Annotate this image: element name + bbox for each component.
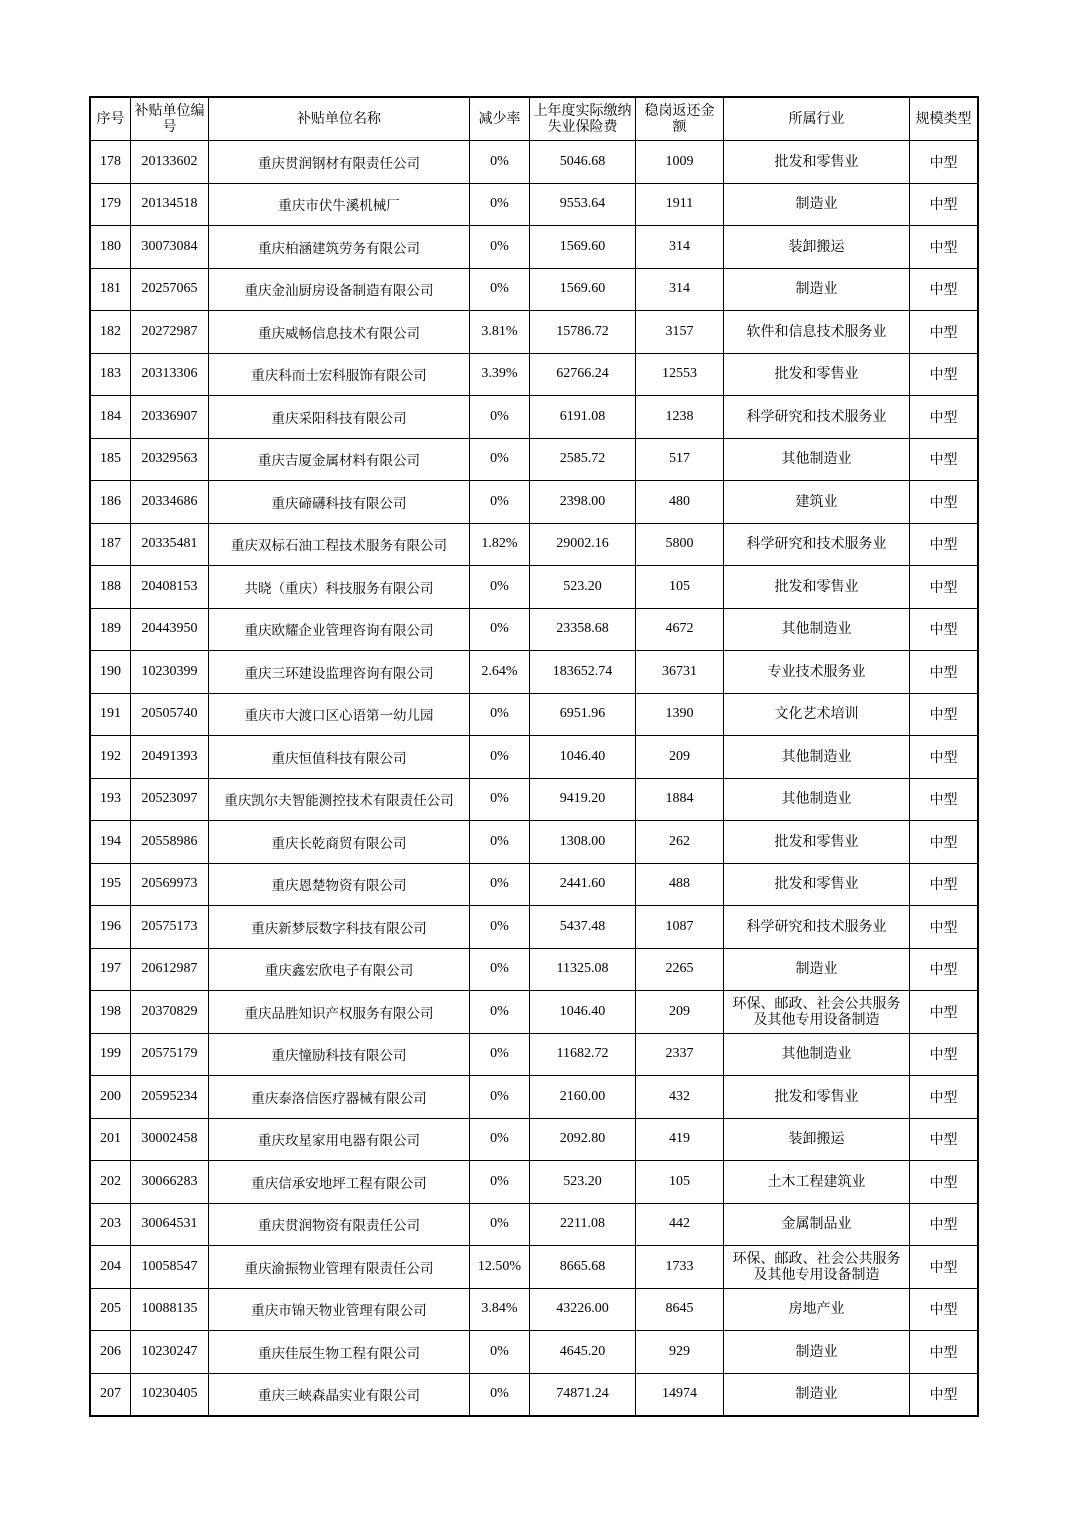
cell-industry: 装卸搬运 [724, 1118, 910, 1161]
cell-refund: 14974 [636, 1373, 724, 1416]
cell-industry: 环保、邮政、社会公共服务及其他专用设备制造 [724, 991, 910, 1034]
cell-code: 20335481 [131, 523, 209, 566]
cell-seq: 200 [91, 1076, 131, 1119]
cell-refund: 1884 [636, 778, 724, 821]
subsidy-table [90, 97, 978, 1416]
header-premium: 上年度实际缴纳失业保险费 [530, 98, 636, 141]
cell-premium: 11325.08 [530, 948, 636, 991]
cell-name: 共晓（重庆）科技服务有限公司 [209, 566, 470, 609]
cell-industry: 制造业 [724, 183, 910, 226]
cell-industry: 批发和零售业 [724, 1076, 910, 1119]
cell-code: 20336907 [131, 396, 209, 439]
cell-rate: 0% [470, 396, 530, 439]
cell-scale: 中型 [910, 906, 978, 949]
cell-rate: 0% [470, 1033, 530, 1076]
cell-code: 30002458 [131, 1118, 209, 1161]
cell-name: 重庆信承安地坪工程有限公司 [209, 1161, 470, 1204]
table-row [91, 736, 978, 779]
cell-code: 20558986 [131, 821, 209, 864]
cell-scale: 中型 [910, 311, 978, 354]
table-row [91, 1076, 978, 1119]
cell-seq: 192 [91, 736, 131, 779]
cell-seq: 179 [91, 183, 131, 226]
table-row [91, 906, 978, 949]
cell-scale: 中型 [910, 948, 978, 991]
cell-code: 20134518 [131, 183, 209, 226]
cell-code: 30064531 [131, 1203, 209, 1246]
cell-name: 重庆恒值科技有限公司 [209, 736, 470, 779]
cell-premium: 15786.72 [530, 311, 636, 354]
cell-rate: 1.82% [470, 523, 530, 566]
table-row [91, 396, 978, 439]
cell-name: 重庆恩楚物资有限公司 [209, 863, 470, 906]
cell-code: 10230247 [131, 1331, 209, 1374]
cell-name: 重庆玫星家用电器有限公司 [209, 1118, 470, 1161]
cell-seq: 188 [91, 566, 131, 609]
cell-scale: 中型 [910, 863, 978, 906]
cell-seq: 207 [91, 1373, 131, 1416]
cell-premium: 5437.48 [530, 906, 636, 949]
cell-code: 20334686 [131, 481, 209, 524]
cell-industry: 制造业 [724, 268, 910, 311]
cell-scale: 中型 [910, 1076, 978, 1119]
cell-rate: 0% [470, 778, 530, 821]
cell-seq: 178 [91, 141, 131, 184]
cell-name: 重庆渝振物业管理有限责任公司 [209, 1246, 470, 1289]
cell-scale: 中型 [910, 183, 978, 226]
cell-refund: 314 [636, 268, 724, 311]
cell-industry: 其他制造业 [724, 778, 910, 821]
cell-seq: 193 [91, 778, 131, 821]
cell-scale: 中型 [910, 1118, 978, 1161]
header-row [91, 98, 978, 141]
cell-scale: 中型 [910, 353, 978, 396]
cell-industry: 其他制造业 [724, 1033, 910, 1076]
table-row [91, 183, 978, 226]
cell-code: 10058547 [131, 1246, 209, 1289]
cell-industry: 文化艺术培训 [724, 693, 910, 736]
cell-premium: 9419.20 [530, 778, 636, 821]
cell-refund: 105 [636, 1161, 724, 1204]
cell-refund: 1009 [636, 141, 724, 184]
cell-scale: 中型 [910, 693, 978, 736]
cell-name: 重庆威畅信息技术有限公司 [209, 311, 470, 354]
cell-code: 20612987 [131, 948, 209, 991]
cell-rate: 0% [470, 1076, 530, 1119]
table-row [91, 523, 978, 566]
cell-premium: 62766.24 [530, 353, 636, 396]
table-row [91, 481, 978, 524]
cell-industry: 科学研究和技术服务业 [724, 523, 910, 566]
cell-scale: 中型 [910, 821, 978, 864]
cell-scale: 中型 [910, 608, 978, 651]
cell-refund: 1390 [636, 693, 724, 736]
cell-premium: 29002.16 [530, 523, 636, 566]
cell-scale: 中型 [910, 1288, 978, 1331]
cell-premium: 1569.60 [530, 268, 636, 311]
cell-seq: 206 [91, 1331, 131, 1374]
cell-rate: 0% [470, 1203, 530, 1246]
cell-rate: 3.39% [470, 353, 530, 396]
cell-name: 重庆长乾商贸有限公司 [209, 821, 470, 864]
cell-rate: 0% [470, 268, 530, 311]
cell-premium: 2092.80 [530, 1118, 636, 1161]
cell-seq: 191 [91, 693, 131, 736]
cell-industry: 批发和零售业 [724, 566, 910, 609]
cell-refund: 105 [636, 566, 724, 609]
cell-scale: 中型 [910, 396, 978, 439]
cell-industry: 制造业 [724, 1331, 910, 1374]
table-row [91, 1203, 978, 1246]
cell-industry: 土木工程建筑业 [724, 1161, 910, 1204]
cell-name: 重庆科而士宏科服饰有限公司 [209, 353, 470, 396]
cell-seq: 194 [91, 821, 131, 864]
cell-scale: 中型 [910, 778, 978, 821]
cell-scale: 中型 [910, 1373, 978, 1416]
cell-seq: 205 [91, 1288, 131, 1331]
header-code: 补贴单位编号 [131, 98, 209, 141]
table-row [91, 1288, 978, 1331]
cell-name: 重庆憧励科技有限公司 [209, 1033, 470, 1076]
cell-rate: 0% [470, 1373, 530, 1416]
header-name: 补贴单位名称 [209, 98, 470, 141]
cell-rate: 12.50% [470, 1246, 530, 1289]
cell-name: 重庆金汕厨房设备制造有限公司 [209, 268, 470, 311]
cell-seq: 197 [91, 948, 131, 991]
cell-scale: 中型 [910, 736, 978, 779]
table-row [91, 821, 978, 864]
cell-industry: 其他制造业 [724, 438, 910, 481]
cell-refund: 36731 [636, 651, 724, 694]
cell-name: 重庆贯润钢材有限责任公司 [209, 141, 470, 184]
cell-rate: 0% [470, 226, 530, 269]
cell-scale: 中型 [910, 566, 978, 609]
cell-rate: 0% [470, 821, 530, 864]
cell-seq: 203 [91, 1203, 131, 1246]
cell-rate: 0% [470, 693, 530, 736]
table-body [91, 141, 978, 1416]
cell-seq: 180 [91, 226, 131, 269]
cell-industry: 其他制造业 [724, 736, 910, 779]
cell-industry: 制造业 [724, 948, 910, 991]
cell-industry: 房地产业 [724, 1288, 910, 1331]
cell-name: 重庆凯尔夫智能测控技术有限责任公司 [209, 778, 470, 821]
cell-scale: 中型 [910, 141, 978, 184]
cell-premium: 23358.68 [530, 608, 636, 651]
cell-name: 重庆市锦天物业管理有限公司 [209, 1288, 470, 1331]
table-row [91, 226, 978, 269]
cell-premium: 8665.68 [530, 1246, 636, 1289]
table-row [91, 1033, 978, 1076]
cell-scale: 中型 [910, 991, 978, 1034]
cell-industry: 专业技术服务业 [724, 651, 910, 694]
cell-rate: 0% [470, 566, 530, 609]
table-row [91, 1246, 978, 1289]
table-row [91, 863, 978, 906]
cell-seq: 183 [91, 353, 131, 396]
table-row [91, 1161, 978, 1204]
cell-industry: 建筑业 [724, 481, 910, 524]
cell-scale: 中型 [910, 1161, 978, 1204]
cell-scale: 中型 [910, 1246, 978, 1289]
cell-premium: 183652.74 [530, 651, 636, 694]
cell-premium: 523.20 [530, 566, 636, 609]
cell-code: 20133602 [131, 141, 209, 184]
table-row [91, 353, 978, 396]
cell-rate: 2.64% [470, 651, 530, 694]
cell-rate: 0% [470, 438, 530, 481]
cell-rate: 0% [470, 991, 530, 1034]
cell-premium: 523.20 [530, 1161, 636, 1204]
cell-name: 重庆三峡森晶实业有限公司 [209, 1373, 470, 1416]
header-scale: 规模类型 [910, 98, 978, 141]
cell-seq: 199 [91, 1033, 131, 1076]
table-row [91, 268, 978, 311]
cell-name: 重庆贯润物资有限责任公司 [209, 1203, 470, 1246]
cell-refund: 432 [636, 1076, 724, 1119]
table-row [91, 311, 978, 354]
table-row [91, 438, 978, 481]
cell-refund: 517 [636, 438, 724, 481]
cell-code: 20370829 [131, 991, 209, 1034]
cell-seq: 186 [91, 481, 131, 524]
cell-premium: 9553.64 [530, 183, 636, 226]
cell-rate: 3.81% [470, 311, 530, 354]
cell-premium: 2160.00 [530, 1076, 636, 1119]
cell-rate: 0% [470, 1118, 530, 1161]
cell-seq: 184 [91, 396, 131, 439]
cell-scale: 中型 [910, 523, 978, 566]
cell-refund: 4672 [636, 608, 724, 651]
cell-name: 重庆市大渡口区心语第一幼儿园 [209, 693, 470, 736]
cell-seq: 204 [91, 1246, 131, 1289]
cell-seq: 198 [91, 991, 131, 1034]
table-row [91, 1373, 978, 1416]
cell-industry: 装卸搬运 [724, 226, 910, 269]
cell-rate: 0% [470, 183, 530, 226]
cell-name: 重庆采阳科技有限公司 [209, 396, 470, 439]
cell-seq: 185 [91, 438, 131, 481]
cell-industry: 制造业 [724, 1373, 910, 1416]
cell-premium: 2398.00 [530, 481, 636, 524]
cell-code: 20272987 [131, 311, 209, 354]
cell-seq: 182 [91, 311, 131, 354]
table-row [91, 608, 978, 651]
cell-premium: 2211.08 [530, 1203, 636, 1246]
cell-seq: 181 [91, 268, 131, 311]
cell-rate: 3.84% [470, 1288, 530, 1331]
cell-industry: 环保、邮政、社会公共服务及其他专用设备制造 [724, 1246, 910, 1289]
cell-code: 20329563 [131, 438, 209, 481]
header-refund: 稳岗返还金额 [636, 98, 724, 141]
cell-industry: 科学研究和技术服务业 [724, 396, 910, 439]
cell-rate: 0% [470, 1331, 530, 1374]
cell-name: 重庆双标石油工程技术服务有限公司 [209, 523, 470, 566]
cell-premium: 6191.08 [530, 396, 636, 439]
table-row [91, 1118, 978, 1161]
cell-rate: 0% [470, 1161, 530, 1204]
cell-refund: 1911 [636, 183, 724, 226]
cell-code: 10088135 [131, 1288, 209, 1331]
cell-premium: 2441.60 [530, 863, 636, 906]
cell-name: 重庆佳辰生物工程有限公司 [209, 1331, 470, 1374]
cell-premium: 6951.96 [530, 693, 636, 736]
cell-name: 重庆鑫宏欣电子有限公司 [209, 948, 470, 991]
header-industry: 所属行业 [724, 98, 910, 141]
cell-rate: 0% [470, 481, 530, 524]
cell-seq: 201 [91, 1118, 131, 1161]
cell-seq: 187 [91, 523, 131, 566]
table-row [91, 1331, 978, 1374]
cell-premium: 1308.00 [530, 821, 636, 864]
cell-refund: 480 [636, 481, 724, 524]
cell-premium: 1046.40 [530, 736, 636, 779]
table-row [91, 141, 978, 184]
cell-scale: 中型 [910, 1203, 978, 1246]
cell-scale: 中型 [910, 226, 978, 269]
cell-scale: 中型 [910, 1033, 978, 1076]
cell-scale: 中型 [910, 1331, 978, 1374]
cell-seq: 195 [91, 863, 131, 906]
cell-scale: 中型 [910, 651, 978, 694]
cell-refund: 1087 [636, 906, 724, 949]
cell-industry: 批发和零售业 [724, 821, 910, 864]
cell-premium: 5046.68 [530, 141, 636, 184]
cell-code: 20491393 [131, 736, 209, 779]
cell-industry: 其他制造业 [724, 608, 910, 651]
cell-code: 20408153 [131, 566, 209, 609]
table-row [91, 651, 978, 694]
cell-code: 10230405 [131, 1373, 209, 1416]
cell-refund: 419 [636, 1118, 724, 1161]
table-row [91, 948, 978, 991]
cell-code: 20443950 [131, 608, 209, 651]
cell-refund: 1238 [636, 396, 724, 439]
cell-scale: 中型 [910, 438, 978, 481]
cell-refund: 3157 [636, 311, 724, 354]
cell-code: 20575179 [131, 1033, 209, 1076]
header-rate: 减少率 [470, 98, 530, 141]
cell-premium: 74871.24 [530, 1373, 636, 1416]
cell-industry: 软件和信息技术服务业 [724, 311, 910, 354]
cell-industry: 金属制品业 [724, 1203, 910, 1246]
cell-name: 重庆柏涵建筑劳务有限公司 [209, 226, 470, 269]
cell-name: 重庆市伏牛溪机械厂 [209, 183, 470, 226]
cell-industry: 批发和零售业 [724, 141, 910, 184]
cell-premium: 4645.20 [530, 1331, 636, 1374]
cell-premium: 1569.60 [530, 226, 636, 269]
table-row [91, 778, 978, 821]
cell-code: 20505740 [131, 693, 209, 736]
cell-premium: 11682.72 [530, 1033, 636, 1076]
header-seq: 序号 [91, 98, 131, 141]
cell-name: 重庆泰洛信医疗器械有限公司 [209, 1076, 470, 1119]
cell-refund: 442 [636, 1203, 724, 1246]
cell-premium: 1046.40 [530, 991, 636, 1034]
table-row [91, 693, 978, 736]
cell-rate: 0% [470, 863, 530, 906]
cell-seq: 189 [91, 608, 131, 651]
cell-code: 20575173 [131, 906, 209, 949]
cell-refund: 488 [636, 863, 724, 906]
cell-code: 20313306 [131, 353, 209, 396]
cell-name: 重庆三环建设监理咨询有限公司 [209, 651, 470, 694]
cell-name: 重庆新梦辰数字科技有限公司 [209, 906, 470, 949]
cell-scale: 中型 [910, 268, 978, 311]
cell-code: 20595234 [131, 1076, 209, 1119]
cell-code: 30066283 [131, 1161, 209, 1204]
cell-rate: 0% [470, 906, 530, 949]
cell-rate: 0% [470, 608, 530, 651]
cell-name: 重庆吉厦金属材料有限公司 [209, 438, 470, 481]
table-row [91, 991, 978, 1034]
cell-name: 重庆碲礴科技有限公司 [209, 481, 470, 524]
cell-refund: 929 [636, 1331, 724, 1374]
cell-refund: 1733 [636, 1246, 724, 1289]
cell-refund: 209 [636, 991, 724, 1034]
cell-industry: 批发和零售业 [724, 863, 910, 906]
cell-refund: 314 [636, 226, 724, 269]
cell-refund: 262 [636, 821, 724, 864]
table-row [91, 566, 978, 609]
cell-refund: 209 [636, 736, 724, 779]
cell-seq: 202 [91, 1161, 131, 1204]
cell-scale: 中型 [910, 481, 978, 524]
cell-refund: 12553 [636, 353, 724, 396]
cell-rate: 0% [470, 948, 530, 991]
cell-refund: 2265 [636, 948, 724, 991]
cell-industry: 科学研究和技术服务业 [724, 906, 910, 949]
cell-refund: 2337 [636, 1033, 724, 1076]
cell-rate: 0% [470, 736, 530, 779]
cell-premium: 2585.72 [530, 438, 636, 481]
cell-industry: 批发和零售业 [724, 353, 910, 396]
cell-refund: 5800 [636, 523, 724, 566]
cell-code: 10230399 [131, 651, 209, 694]
cell-premium: 43226.00 [530, 1288, 636, 1331]
cell-refund: 8645 [636, 1288, 724, 1331]
cell-code: 30073084 [131, 226, 209, 269]
cell-code: 20569973 [131, 863, 209, 906]
cell-seq: 196 [91, 906, 131, 949]
cell-rate: 0% [470, 141, 530, 184]
cell-name: 重庆品胜知识产权服务有限公司 [209, 991, 470, 1034]
cell-seq: 190 [91, 651, 131, 694]
cell-name: 重庆欧耀企业管理咨询有限公司 [209, 608, 470, 651]
cell-code: 20523097 [131, 778, 209, 821]
cell-code: 20257065 [131, 268, 209, 311]
